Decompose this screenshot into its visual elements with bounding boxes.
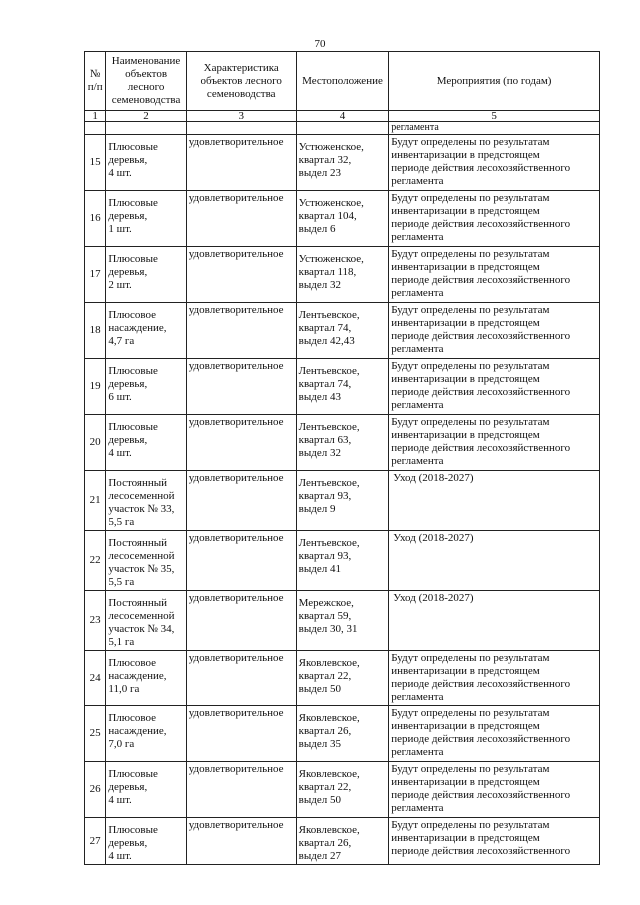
- location-line: выдел 43: [298, 391, 341, 403]
- object-location: [296, 303, 389, 359]
- object-name-line: деревья,: [108, 781, 148, 793]
- header-num: № п/п: [85, 52, 106, 111]
- object-characteristic: удовлетворительное: [186, 591, 296, 651]
- object-name-line: Плюсовые: [108, 197, 158, 209]
- table-row: [85, 591, 600, 651]
- object-name: [106, 818, 186, 865]
- activity-line: Уход (2018-2027): [393, 472, 474, 484]
- row-number: 26: [85, 762, 106, 818]
- location-line: выдел 50: [298, 683, 341, 695]
- row-number: 24: [85, 651, 106, 706]
- object-name-line: деревья,: [108, 434, 148, 446]
- location-line: выдел 23: [298, 167, 341, 179]
- location-line: квартал 22,: [298, 670, 352, 682]
- location-line: выдел 27: [298, 850, 341, 862]
- object-location: [296, 762, 389, 818]
- object-activities: [389, 531, 600, 591]
- activity-line: инвентаризации в предстоящем: [391, 149, 540, 161]
- object-location: [296, 135, 389, 191]
- location-line: квартал 32,: [298, 154, 352, 166]
- location-line: Яковлевское,: [298, 712, 360, 724]
- activity-line: регламента: [391, 399, 444, 411]
- object-activities: [389, 191, 600, 247]
- activity-line: инвентаризации в предстоящем: [391, 205, 540, 217]
- object-location: [296, 531, 389, 591]
- object-name-line: насаждение,: [108, 322, 167, 334]
- table-row: [85, 531, 600, 591]
- object-location: [296, 651, 389, 706]
- object-characteristic: удовлетворительное: [186, 135, 296, 191]
- location-line: выдел 32: [298, 447, 341, 459]
- object-name-line: Постоянный: [108, 537, 168, 549]
- object-name-line: Плюсовые: [108, 141, 158, 153]
- column-number: 4: [296, 111, 389, 122]
- object-name-line: лесосеменной: [108, 550, 175, 562]
- object-activities: [389, 651, 600, 706]
- activity-line: регламента: [391, 175, 444, 187]
- object-name-line: деревья,: [108, 266, 148, 278]
- activity-line: инвентаризации в предстоящем: [391, 429, 540, 441]
- row-number: 18: [85, 303, 106, 359]
- location-line: квартал 59,: [298, 610, 352, 622]
- row-number: 23: [85, 591, 106, 651]
- location-line: Мережское,: [298, 597, 354, 609]
- column-number: 5: [389, 111, 600, 122]
- activity-line: регламента: [391, 802, 444, 814]
- location-line: Лентьевское,: [298, 365, 360, 377]
- activity-line: периоде действия лесохозяйственного: [391, 330, 571, 342]
- object-name-line: Плюсовые: [108, 768, 158, 780]
- object-name-line: 7,0 га: [108, 738, 135, 750]
- location-line: выдел 6: [298, 223, 336, 235]
- object-name-line: 5,5 га: [108, 516, 135, 528]
- table-row: [85, 359, 600, 415]
- object-name-line: 4 шт.: [108, 794, 132, 806]
- object-activities: [389, 471, 600, 531]
- activity-line: периоде действия лесохозяйственного: [391, 218, 571, 230]
- activity-line: периоде действия лесохозяйственного: [391, 789, 571, 801]
- object-name: [106, 762, 186, 818]
- location-line: Лентьевское,: [298, 421, 360, 433]
- object-name: [106, 247, 186, 303]
- location-line: квартал 26,: [298, 725, 352, 737]
- object-name: [106, 531, 186, 591]
- object-name-line: Постоянный: [108, 597, 168, 609]
- row-number: 25: [85, 706, 106, 762]
- object-name-line: 1 шт.: [108, 223, 132, 235]
- location-line: квартал 93,: [298, 490, 352, 502]
- object-location: [296, 359, 389, 415]
- location-line: выдел 35: [298, 738, 341, 750]
- object-name-line: Плюсовое: [108, 712, 157, 724]
- row-number: 21: [85, 471, 106, 531]
- object-activities: [389, 303, 600, 359]
- location-line: Устюженское,: [298, 141, 364, 153]
- table-row: [85, 706, 600, 762]
- activity-line: регламента: [391, 231, 444, 243]
- activity-line: Будут определены по результатам: [391, 136, 550, 148]
- location-line: Лентьевское,: [298, 309, 360, 321]
- object-activities: [389, 818, 600, 865]
- object-name-line: насаждение,: [108, 670, 167, 682]
- object-name-line: участок № 34,: [108, 623, 175, 635]
- continuation-row: [85, 122, 600, 135]
- table-row: [85, 191, 600, 247]
- activity-line: Уход (2018-2027): [393, 592, 474, 604]
- object-activities: [389, 706, 600, 762]
- row-number: 20: [85, 415, 106, 471]
- activity-line: периоде действия лесохозяйственного: [391, 162, 571, 174]
- row-number: 17: [85, 247, 106, 303]
- activity-line: Будут определены по результатам: [391, 248, 550, 260]
- object-name-line: деревья,: [108, 378, 148, 390]
- location-line: квартал 22,: [298, 781, 352, 793]
- object-characteristic: удовлетворительное: [186, 651, 296, 706]
- header-activities: Мероприятия (по годам): [389, 52, 600, 111]
- activity-line: инвентаризации в предстоящем: [391, 373, 540, 385]
- object-activities: [389, 359, 600, 415]
- object-name-line: 5,5 га: [108, 576, 135, 588]
- object-name-line: лесосеменной: [108, 610, 175, 622]
- activity-line: инвентаризации в предстоящем: [391, 317, 540, 329]
- header-location: Местоположение: [296, 52, 389, 111]
- object-characteristic: удовлетворительное: [186, 303, 296, 359]
- object-name-line: 4 шт.: [108, 167, 132, 179]
- table-row: [85, 818, 600, 865]
- object-characteristic: удовлетворительное: [186, 359, 296, 415]
- object-activities: [389, 415, 600, 471]
- object-characteristic: удовлетворительное: [186, 415, 296, 471]
- row-number: 16: [85, 191, 106, 247]
- object-characteristic: удовлетворительное: [186, 191, 296, 247]
- object-name: [106, 359, 186, 415]
- location-line: выдел 9: [298, 503, 336, 515]
- activity-line: Будут определены по результатам: [391, 763, 550, 775]
- activity-line: инвентаризации в предстоящем: [391, 776, 540, 788]
- object-name-line: Постоянный: [108, 477, 168, 489]
- object-name-line: 4 шт.: [108, 447, 132, 459]
- activity-line: Будут определены по результатам: [391, 192, 550, 204]
- location-line: Устюженское,: [298, 253, 364, 265]
- object-location: [296, 706, 389, 762]
- table-row: [85, 415, 600, 471]
- activity-line: инвентаризации в предстоящем: [391, 261, 540, 273]
- object-name: [106, 415, 186, 471]
- object-name-line: Плюсовое: [108, 309, 157, 321]
- activity-line: периоде действия лесохозяйственного: [391, 733, 571, 745]
- location-line: выдел 41: [298, 563, 341, 575]
- object-activities: [389, 762, 600, 818]
- object-name-line: 6 шт.: [108, 391, 132, 403]
- object-name: [106, 651, 186, 706]
- location-line: квартал 104,: [298, 210, 357, 222]
- location-line: выдел 42,43: [298, 335, 355, 347]
- activity-line: регламента: [391, 691, 444, 703]
- object-name: [106, 191, 186, 247]
- header-row: [85, 52, 600, 111]
- activity-line: Будут определены по результатам: [391, 819, 550, 831]
- activity-line: Будут определены по результатам: [391, 652, 550, 664]
- object-name-line: участок № 33,: [108, 503, 175, 515]
- object-name-line: насаждение,: [108, 725, 167, 737]
- object-name-line: 2 шт.: [108, 279, 132, 291]
- object-name-line: деревья,: [108, 210, 148, 222]
- object-name-line: 11,0 га: [108, 683, 140, 695]
- object-name-line: 4,7 га: [108, 335, 135, 347]
- location-line: выдел 32: [298, 279, 341, 291]
- activity-line: периоде действия лесохозяйственного: [391, 386, 571, 398]
- location-line: квартал 63,: [298, 434, 352, 446]
- location-line: Лентьевское,: [298, 537, 360, 549]
- object-characteristic: удовлетворительное: [186, 762, 296, 818]
- object-characteristic: удовлетворительное: [186, 471, 296, 531]
- object-location: [296, 471, 389, 531]
- object-name: [106, 303, 186, 359]
- column-number: 1: [85, 111, 106, 122]
- activity-line: регламента: [391, 343, 444, 355]
- activity-line: периоде действия лесохозяйственного: [391, 442, 571, 454]
- object-name-line: деревья,: [108, 837, 148, 849]
- location-line: квартал 74,: [298, 322, 352, 334]
- object-name-line: деревья,: [108, 154, 148, 166]
- object-name-line: 4 шт.: [108, 850, 132, 862]
- object-name: [106, 135, 186, 191]
- row-number: 19: [85, 359, 106, 415]
- location-line: выдел 30, 31: [298, 623, 358, 635]
- object-name-line: Плюсовые: [108, 253, 158, 265]
- activity-line: регламента: [391, 746, 444, 758]
- location-line: квартал 74,: [298, 378, 352, 390]
- activity-line: периоде действия лесохозяйственного: [391, 274, 571, 286]
- object-characteristic: удовлетворительное: [186, 247, 296, 303]
- activity-line: регламента: [391, 287, 444, 299]
- activity-line: инвентаризации в предстоящем: [391, 665, 540, 677]
- table-row: [85, 135, 600, 191]
- activity-line: инвентаризации в предстоящем: [391, 720, 540, 732]
- location-line: Яковлевское,: [298, 657, 360, 669]
- object-characteristic: удовлетворительное: [186, 706, 296, 762]
- location-line: Яковлевское,: [298, 824, 360, 836]
- object-location: [296, 247, 389, 303]
- object-activities: [389, 591, 600, 651]
- object-name: [106, 706, 186, 762]
- activity-line: Будут определены по результатам: [391, 360, 550, 372]
- header-name: Наименование объектов лесного семеноводства: [106, 52, 186, 111]
- activity-line: инвентаризации в предстоящем: [391, 832, 540, 844]
- page-number: 70: [314, 38, 326, 50]
- table-row: [85, 303, 600, 359]
- location-line: выдел 50: [298, 794, 341, 806]
- table-row: [85, 247, 600, 303]
- row-number: 22: [85, 531, 106, 591]
- activity-line: периоде действия лесохозяйственного: [391, 845, 571, 857]
- continuation-text: регламента: [389, 122, 600, 135]
- table-row: [85, 651, 600, 706]
- location-line: Яковлевское,: [298, 768, 360, 780]
- object-location: [296, 591, 389, 651]
- object-activities: [389, 135, 600, 191]
- object-name-line: Плюсовые: [108, 421, 158, 433]
- location-line: Лентьевское,: [298, 477, 360, 489]
- object-characteristic: удовлетворительное: [186, 531, 296, 591]
- object-name-line: участок № 35,: [108, 563, 175, 575]
- object-name-line: Плюсовые: [108, 365, 158, 377]
- location-line: Устюженское,: [298, 197, 364, 209]
- object-name: [106, 471, 186, 531]
- object-name-line: Плюсовое: [108, 657, 157, 669]
- column-number: 3: [186, 111, 296, 122]
- object-activities: [389, 247, 600, 303]
- location-line: квартал 93,: [298, 550, 352, 562]
- activity-line: Будут определены по результатам: [391, 416, 550, 428]
- object-location: [296, 818, 389, 865]
- table-row: [85, 471, 600, 531]
- object-location: [296, 191, 389, 247]
- object-characteristic: удовлетворительное: [186, 818, 296, 865]
- location-line: квартал 26,: [298, 837, 352, 849]
- column-number-row: [85, 111, 600, 122]
- row-number: 27: [85, 818, 106, 865]
- object-name-line: лесосеменной: [108, 490, 175, 502]
- object-name-line: Плюсовые: [108, 824, 158, 836]
- header-characteristic: Характеристика объектов лесного семеноводства: [186, 52, 296, 111]
- seed-objects-table: [84, 51, 600, 865]
- object-location: [296, 415, 389, 471]
- row-number: 15: [85, 135, 106, 191]
- activity-line: Будут определены по результатам: [391, 304, 550, 316]
- activity-line: периоде действия лесохозяйственного: [391, 678, 571, 690]
- activity-line: Уход (2018-2027): [393, 532, 474, 544]
- object-name: [106, 591, 186, 651]
- location-line: квартал 118,: [298, 266, 357, 278]
- object-name-line: 5,1 га: [108, 636, 135, 648]
- activity-line: Будут определены по результатам: [391, 707, 550, 719]
- table-row: [85, 762, 600, 818]
- column-number: 2: [106, 111, 186, 122]
- activity-line: регламента: [391, 455, 444, 467]
